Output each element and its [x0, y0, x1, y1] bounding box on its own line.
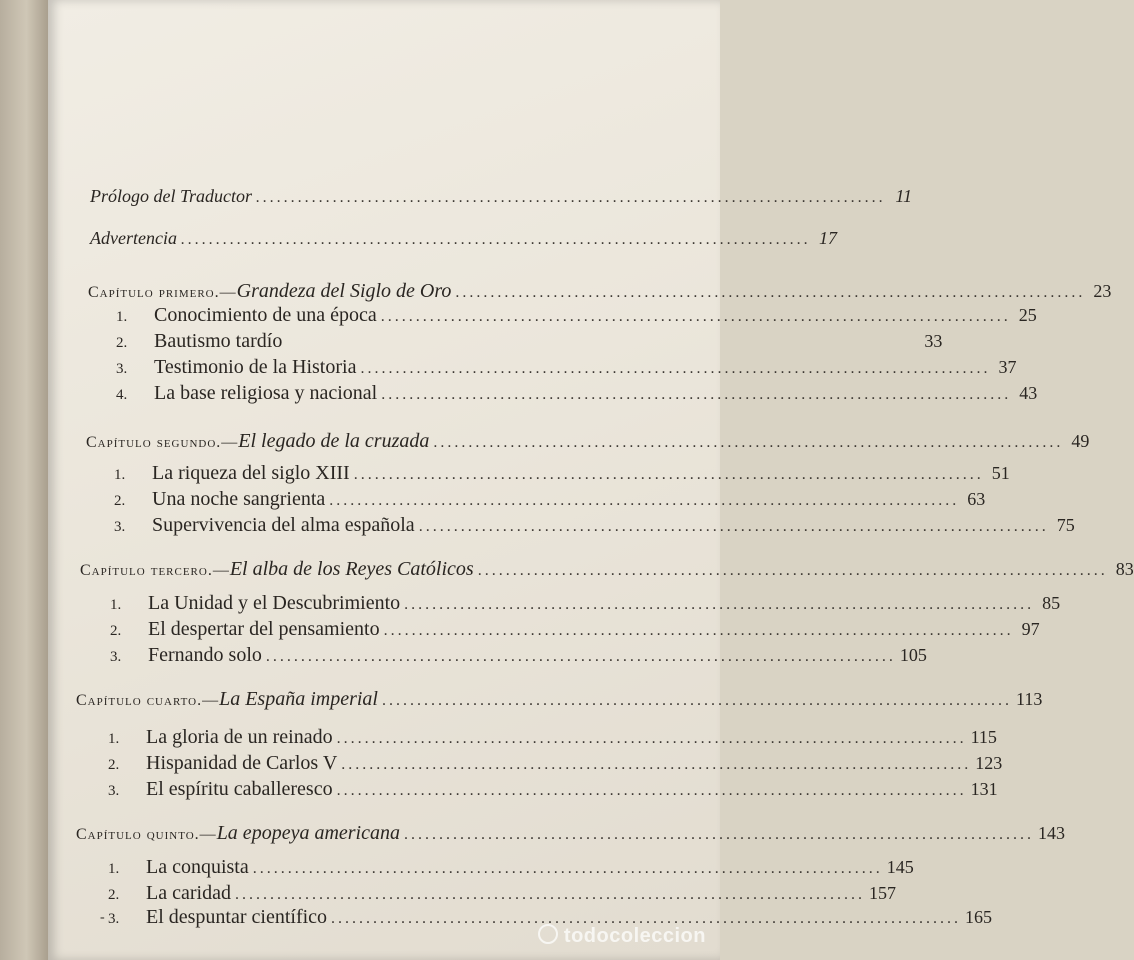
- section-title: Bautismo tardío: [154, 330, 283, 352]
- toc-page-number: 17: [818, 228, 837, 248]
- toc-section: [114, 462, 1010, 485]
- section-number: 2.: [114, 493, 126, 509]
- toc-entry-label: Advertencia: [90, 228, 177, 248]
- chapter-label: Capítulo primero.—: [88, 284, 237, 301]
- dot-leader: ..........................................................................................: [353, 466, 984, 483]
- dot-leader: ..........................................................................................: [331, 910, 962, 927]
- section-number: 2.: [110, 623, 122, 639]
- chapter-label: Capítulo tercero.—: [80, 562, 230, 579]
- section-title: Conocimiento de una época: [154, 304, 377, 326]
- dot-leader: ..........................................................................................: [403, 826, 1034, 843]
- chapter-title: La España imperial: [219, 688, 378, 710]
- chapter-label: Capítulo segundo.—: [86, 434, 239, 451]
- toc-chapter-5: [76, 822, 1065, 845]
- toc-section: [116, 330, 943, 353]
- toc-page-number: 115: [970, 727, 997, 747]
- toc-page-number: 157: [868, 883, 896, 903]
- toc-page-number: 131: [970, 779, 998, 799]
- section-title: El despuntar científico: [146, 906, 328, 928]
- watermark-logo-icon: [538, 924, 558, 944]
- toc-page-number: 85: [1042, 593, 1061, 613]
- toc-page-number: 105: [899, 645, 927, 665]
- toc-page-number: 97: [1021, 619, 1040, 639]
- section-title: El despertar del pensamiento: [148, 618, 380, 640]
- section-title: La base religiosa y nacional: [154, 382, 378, 404]
- toc-chapter-4: [76, 688, 1043, 711]
- book-page: [48, 0, 1134, 960]
- toc-page-number: 49: [1071, 431, 1090, 451]
- toc-page-number: 63: [967, 489, 986, 509]
- toc-section: [110, 618, 1040, 641]
- toc-section: [108, 752, 1003, 775]
- section-title: Fernando solo: [148, 644, 262, 666]
- section-title: Testimonio de la Historia: [154, 356, 357, 378]
- section-number: 1.: [108, 731, 120, 747]
- chapter-title: El alba de los Reyes Católicos: [229, 558, 474, 580]
- toc-section: [108, 882, 896, 905]
- section-number: 2.: [108, 887, 120, 903]
- section-title: La riqueza del siglo XIII: [152, 462, 350, 484]
- book-spine: [0, 0, 48, 960]
- toc-page-number: 43: [1019, 383, 1038, 403]
- section-number: 4.: [116, 387, 128, 403]
- section-number: 3.: [108, 911, 120, 927]
- toc-section: [116, 356, 1017, 379]
- toc-entry-prologo: [90, 186, 913, 207]
- chapter-title: La epopeya americana: [216, 822, 400, 844]
- section-title: Hispanidad de Carlos V: [146, 752, 338, 774]
- dot-leader: ..........................................................................................: [433, 434, 1064, 451]
- dot-leader: ..........................................................................................: [381, 386, 1012, 403]
- section-number: 3.: [110, 649, 122, 665]
- dot-leader: ..........................................................................................: [477, 562, 1108, 579]
- toc-section: [108, 856, 914, 879]
- toc-page-number: 83: [1115, 559, 1134, 579]
- toc-page-number: 33: [924, 331, 943, 351]
- dot-leader: ..........................................................................................: [404, 596, 1035, 613]
- dot-leader: ..........................................................................................: [380, 308, 1011, 325]
- toc-page-number: 37: [998, 357, 1017, 377]
- section-number: 3.: [114, 519, 126, 535]
- section-number: 1.: [108, 861, 120, 877]
- dot-leader: ..........................................................................................: [455, 284, 1086, 301]
- dot-leader: ..........................................................................................: [234, 886, 865, 903]
- dot-leader: ..........................................................................................: [382, 692, 1012, 709]
- dot-leader: ..........................................................................................: [329, 492, 960, 509]
- section-title: La gloria de un reinado: [146, 726, 333, 748]
- watermark: [538, 924, 706, 948]
- chapter-label: Capítulo cuarto.—: [76, 692, 220, 709]
- toc-page-number: 75: [1056, 515, 1075, 535]
- toc-page-number: 23: [1093, 281, 1112, 301]
- toc-page-number: 145: [886, 857, 914, 877]
- toc-page-number: 113: [1016, 689, 1043, 709]
- chapter-title: Grandeza del Siglo de Oro: [236, 280, 452, 302]
- section-title: La conquista: [146, 856, 249, 878]
- section-number: 1.: [116, 309, 128, 325]
- section-title: La caridad: [146, 882, 231, 904]
- toc-entry-label: Prólogo del Traductor: [90, 186, 253, 206]
- section-number: 3.: [116, 361, 128, 377]
- section-number: 2.: [108, 757, 120, 773]
- toc-section: [114, 488, 986, 511]
- toc-section: [116, 382, 1038, 405]
- chapter-title: El legado de la cruzada: [238, 430, 430, 452]
- dot-leader: ..........................................................................................: [256, 189, 887, 206]
- dot-leader: ..........................................................................................: [180, 231, 811, 248]
- toc-section: [116, 304, 1037, 327]
- toc-chapter-1: [88, 280, 1112, 303]
- section-title: Una noche sangrienta: [152, 488, 326, 510]
- section-title: La Unidad y el Descubrimiento: [148, 592, 401, 614]
- dot-leader: ..........................................................................................: [418, 518, 1049, 535]
- toc-chapter-2: [86, 430, 1090, 453]
- toc-page-number: 123: [975, 753, 1003, 773]
- section-number: 2.: [116, 335, 128, 351]
- section-number: 1.: [114, 467, 126, 483]
- toc-section: [108, 726, 997, 749]
- table-of-contents: [48, 0, 1134, 960]
- toc-page-number: 25: [1018, 305, 1037, 325]
- section-title: El espíritu caballeresco: [146, 778, 333, 800]
- dot-leader: ..........................................................................................: [341, 756, 972, 773]
- toc-section: [108, 778, 998, 801]
- toc-page-number: 11: [895, 186, 913, 206]
- toc-section: [114, 514, 1075, 537]
- chapter-label: Capítulo quinto.—: [76, 826, 217, 843]
- toc-entry-advertencia: [90, 228, 837, 249]
- watermark-text: todocoleccion: [563, 925, 706, 947]
- toc-chapter-3: [80, 558, 1134, 581]
- section-number: 3.: [108, 783, 120, 799]
- dot-leader: ..........................................................................................: [252, 860, 883, 877]
- dot-leader: ..........................................................................................: [360, 360, 991, 377]
- pencil-mark: -: [100, 910, 105, 925]
- dot-leader: ..........................................................................................: [336, 730, 967, 747]
- section-number: 1.: [110, 597, 122, 613]
- toc-page-number: 165: [965, 907, 993, 927]
- dot-leader: ..........................................................................................: [265, 648, 896, 665]
- toc-section: [110, 592, 1061, 615]
- toc-page-number: 143: [1037, 823, 1065, 843]
- toc-page-number: 51: [991, 463, 1010, 483]
- dot-leader: ..........................................................................................: [336, 782, 967, 799]
- dot-leader: ..........................................................................................: [383, 622, 1014, 639]
- section-title: Supervivencia del alma española: [152, 514, 415, 536]
- toc-section: [110, 644, 927, 667]
